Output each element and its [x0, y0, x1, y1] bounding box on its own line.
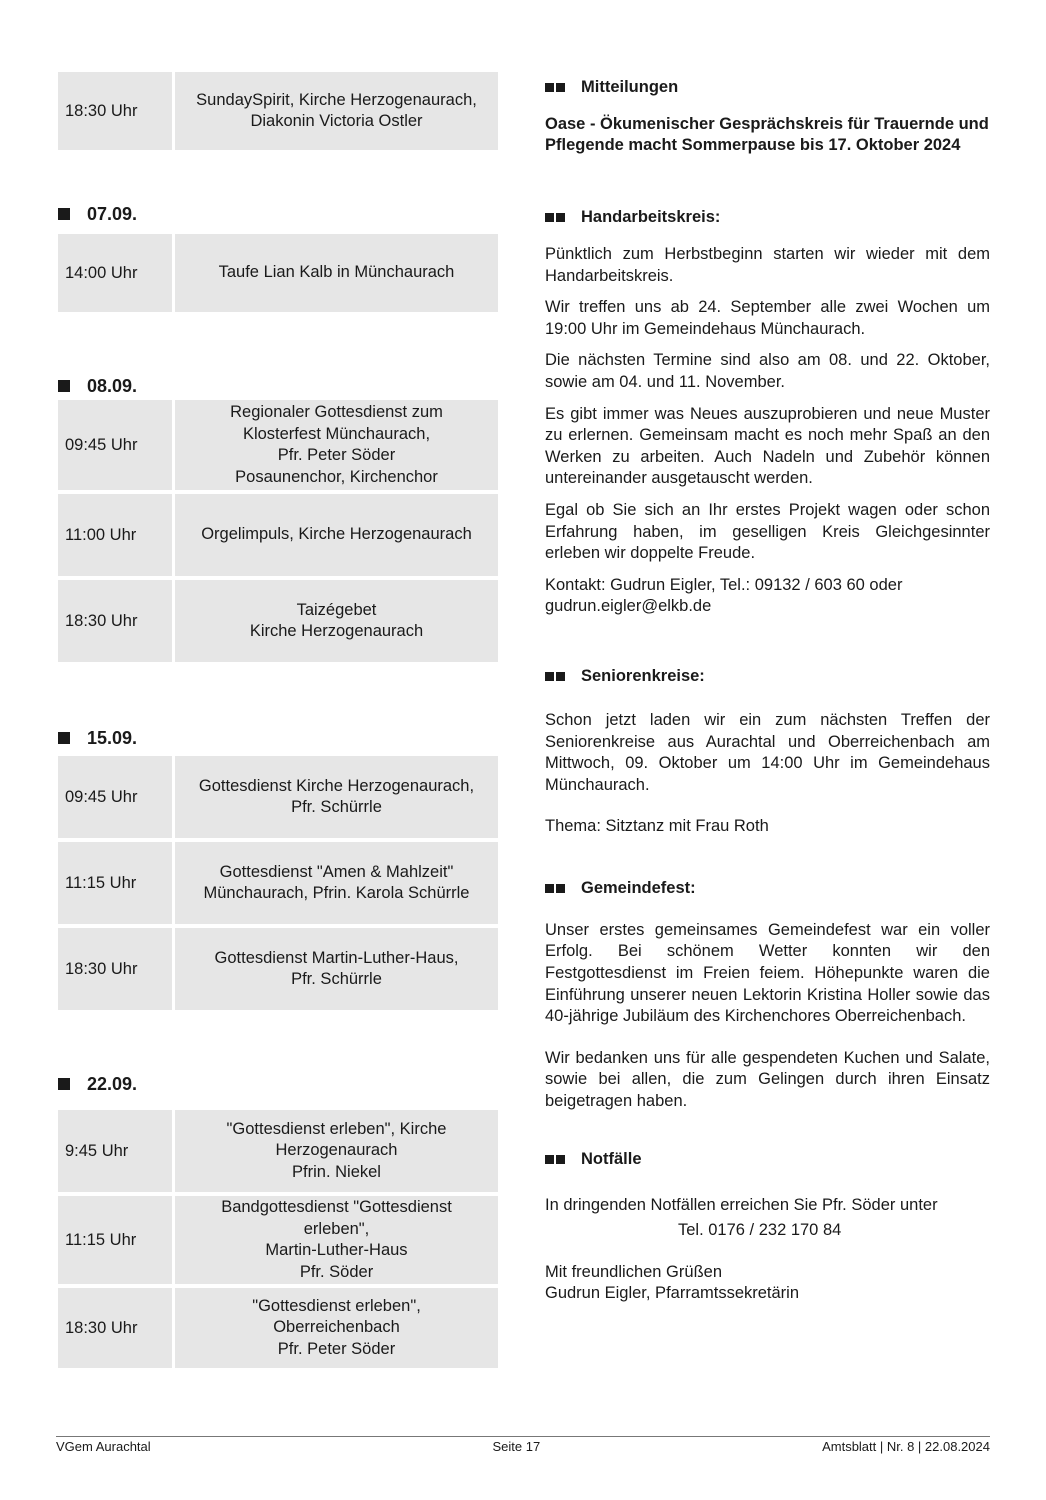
schedule-row — [58, 1110, 498, 1192]
event-description — [175, 1288, 498, 1368]
schedule-row — [58, 400, 498, 490]
event-description — [175, 72, 498, 150]
schedule-row — [58, 580, 498, 662]
event-line: Oberreichenbach — [273, 1318, 400, 1337]
event-description — [175, 842, 498, 924]
schedule-column — [58, 72, 498, 1372]
event-description — [175, 756, 498, 838]
footer-publisher: VGem Aurachtal — [56, 1439, 151, 1454]
event-description — [175, 494, 498, 576]
event-line: Gottesdienst Martin-Luther-Haus, — [214, 948, 459, 967]
square-bullet-icon — [58, 208, 70, 220]
signature: Gudrun Eigler, Pfarramtssekretärin — [545, 1284, 800, 1303]
contact-paragraph: Kontakt: Gudrun Eigler, Tel.: 09132 / 603 60 oder gudrun.eigler@elkb.de — [545, 575, 903, 616]
date-heading: 15.09. — [58, 726, 498, 750]
event-time: 09:45 Uhr — [58, 756, 172, 838]
double-square-icon — [545, 83, 567, 92]
section-heading-notfaelle: Notfälle — [545, 1149, 990, 1171]
section-heading-mitteilungen: Mitteilungen — [545, 76, 990, 98]
date-heading: 22.09. — [58, 1072, 498, 1096]
double-square-icon — [545, 1155, 567, 1164]
square-bullet-icon — [58, 380, 70, 392]
event-time: 9:45 Uhr — [58, 1110, 172, 1192]
event-line: Martin-Luther-Haus — [265, 1241, 408, 1259]
date-heading: 07.09. — [58, 202, 498, 226]
event-line: Regionaler Gottesdienst zum — [230, 403, 443, 421]
paragraph: Unser erstes gemeinsames Gemeindefest war ein voller Erfolg. Bei schönem Wetter konnten wir den Festgottesdienst im Freien feiem. Höhepunkte waren die Einführung unserer neuen Lektorin Kristina Holler sowie das 40-jährige Jubiläum des Kirchenchores Oberreichenbach. — [545, 920, 990, 1026]
section-heading-seniorenkreise: Seniorenkreise: — [545, 666, 990, 688]
announcements-column — [545, 76, 990, 1305]
schedule-row — [58, 1196, 498, 1284]
emergency-phone: Tel. 0176 / 232 170 84 — [678, 1221, 842, 1240]
event-time: 11:15 Uhr — [58, 842, 172, 924]
double-square-icon — [545, 213, 567, 222]
double-square-icon — [545, 672, 567, 681]
paragraph: Wir bedanken uns für alle gespendeten Kuchen und Salate, sowie bei allen, die zum Gelingen durch ihren Einsatz beigetragen haben. — [545, 1048, 990, 1111]
event-line: Bandgottesdienst "Gottesdienst — [221, 1198, 452, 1216]
event-time: 18:30 Uhr — [58, 928, 172, 1010]
square-bullet-icon — [58, 732, 70, 744]
date-heading: 08.09. — [58, 374, 498, 398]
paragraph: Pünktlich zum Herbstbeginn starten wir wieder mit dem Handarbeitskreis. — [545, 245, 990, 285]
event-line: SundaySpirit, Kirche Herzogenaurach, — [196, 90, 477, 109]
event-description — [175, 1110, 498, 1192]
page-footer — [56, 1436, 990, 1454]
event-description — [175, 580, 498, 662]
event-line: Posaunenchor, Kirchenchor — [235, 467, 438, 486]
event-line: Pfrin. Niekel — [292, 1162, 381, 1181]
event-line: Pfr. Schürrle — [291, 970, 382, 988]
paragraph: Es gibt immer was Neues auszuprobieren und neue Muster zu erlernen. Gemeinsam macht es noch mehr Spaß an den Werken zu arbeiten. Auch Nadeln und Zubehör können untereinander ausgetauscht werden. — [545, 404, 990, 488]
schedule-row — [58, 72, 498, 150]
event-line: Klosterfest Münchaurach, — [242, 424, 431, 443]
event-description — [175, 928, 498, 1010]
event-line: Pfr. Söder — [299, 1262, 374, 1281]
event-description — [175, 400, 498, 490]
oase-title: Oase - Ökumenischer Gesprächskreis für Trauernde und Pflegende macht Sommerpause bis 17. Oktober 2024 — [545, 115, 989, 154]
event-time: 09:45 Uhr — [58, 400, 172, 490]
paragraph: Thema: Sitztanz mit Frau Roth — [545, 817, 769, 836]
event-line: Herzogenaurach — [275, 1141, 398, 1160]
paragraph: Wir treffen uns ab 24. September alle zwei Wochen um 19:00 Uhr im Gemeindehaus Münchaurach. — [545, 298, 990, 338]
event-line: Taizégebet — [296, 600, 377, 619]
schedule-row — [58, 494, 498, 576]
emergency-text: In dringenden Notfällen erreichen Sie Pfr. Söder unter — [545, 1195, 938, 1214]
event-time: 11:00 Uhr — [58, 494, 172, 576]
event-time: 18:30 Uhr — [58, 580, 172, 662]
paragraph: Die nächsten Termine sind also am 08. und 22. Oktober, sowie am 04. und 11. November. — [545, 351, 990, 391]
square-bullet-icon — [58, 1078, 70, 1090]
paragraph: Egal ob Sie sich an Ihr erstes Projekt wagen oder schon Erfahrung haben, im geselligen Kreis Gleichgesinnter erleben wir doppelte Freude. — [545, 500, 990, 563]
greeting: Mit freundlichen Grüßen — [545, 1262, 722, 1281]
event-line: Gottesdienst "Amen & Mahlzeit" — [219, 862, 454, 881]
section-heading-handarbeitskreis: Handarbeitskreis: — [545, 206, 990, 228]
section-heading-gemeindefest: Gemeindefest: — [545, 878, 990, 900]
event-line: erleben", — [303, 1219, 370, 1238]
event-line: Gottesdienst Kirche Herzogenaurach, — [198, 776, 475, 795]
double-square-icon — [545, 884, 567, 893]
event-line: Kirche Herzogenaurach — [249, 622, 424, 640]
paragraph: Schon jetzt laden wir ein zum nächsten Treffen der Seniorenkreise aus Aurachtal und Oberreichenbach am Mittwoch, 09. Oktober um 14:00 Uhr im Gemeindehaus Münchaurach. — [545, 710, 990, 794]
event-description — [175, 234, 498, 312]
event-time: 14:00 Uhr — [58, 234, 172, 312]
event-line: Münchaurach, Pfrin. Karola Schürrle — [203, 884, 470, 902]
event-line: Pfr. Peter Söder — [277, 1339, 396, 1358]
schedule-row — [58, 756, 498, 838]
schedule-row — [58, 928, 498, 1010]
event-line: "Gottesdienst erleben", Kirche — [226, 1119, 447, 1138]
event-line: "Gottesdienst erleben", — [252, 1296, 421, 1315]
event-line: Diakonin Victoria Ostler — [250, 112, 423, 130]
event-line: Orgelimpuls, Kirche Herzogenaurach — [201, 525, 472, 544]
event-line: Pfr. Peter Söder — [277, 446, 396, 464]
page-number: Seite 17 — [492, 1439, 541, 1454]
event-line: Taufe Lian Kalb in Münchaurach — [218, 263, 455, 282]
schedule-row — [58, 1288, 498, 1368]
event-line: Pfr. Schürrle — [291, 798, 382, 816]
schedule-row — [58, 842, 498, 924]
event-description — [175, 1196, 498, 1284]
schedule-row — [58, 234, 498, 312]
event-time: 18:30 Uhr — [58, 1288, 172, 1368]
event-time: 18:30 Uhr — [58, 72, 172, 150]
event-time: 11:15 Uhr — [58, 1196, 172, 1284]
issue-info: Amtsblatt | Nr. 8 | 22.08.2024 — [822, 1439, 990, 1454]
